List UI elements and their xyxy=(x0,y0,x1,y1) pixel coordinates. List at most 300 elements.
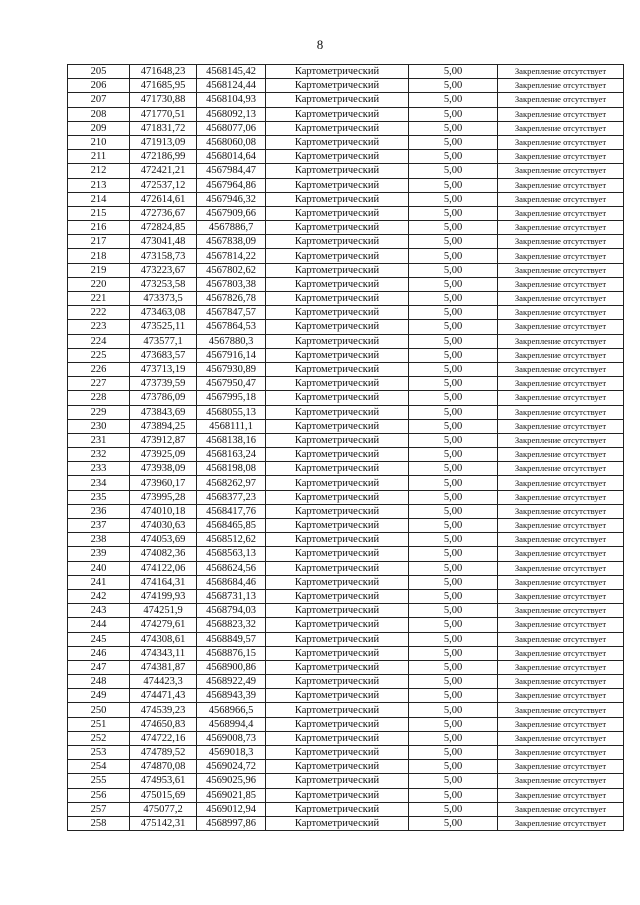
y-coordinate-cell: 4568198,08 xyxy=(197,462,266,476)
accuracy-cell: 5,00 xyxy=(409,93,498,107)
method-cell: Картометрический xyxy=(266,589,409,603)
fixing-description-cell: Закрепление отсутствует xyxy=(498,632,624,646)
y-coordinate-cell: 4567964,86 xyxy=(197,178,266,192)
y-coordinate-cell: 4567886,7 xyxy=(197,221,266,235)
point-number-cell: 234 xyxy=(68,476,130,490)
table-row xyxy=(68,746,624,760)
method-cell: Картометрический xyxy=(266,263,409,277)
accuracy-cell: 5,00 xyxy=(409,731,498,745)
table-row xyxy=(68,689,624,703)
method-cell: Картометрический xyxy=(266,433,409,447)
table-row xyxy=(68,93,624,107)
accuracy-cell: 5,00 xyxy=(409,561,498,575)
table-row xyxy=(68,178,624,192)
fixing-description-cell: Закрепление отсутствует xyxy=(498,277,624,291)
fixing-description-cell: Закрепление отсутствует xyxy=(498,675,624,689)
method-cell: Картометрический xyxy=(266,107,409,121)
table-row xyxy=(68,660,624,674)
accuracy-cell: 5,00 xyxy=(409,660,498,674)
method-cell: Картометрический xyxy=(266,192,409,206)
point-number-cell: 255 xyxy=(68,774,130,788)
x-coordinate-cell: 471770,51 xyxy=(130,107,197,121)
accuracy-cell: 5,00 xyxy=(409,178,498,192)
fixing-description-cell: Закрепление отсутствует xyxy=(498,760,624,774)
method-cell: Картометрический xyxy=(266,802,409,816)
point-number-cell: 224 xyxy=(68,334,130,348)
table-row xyxy=(68,263,624,277)
table-row xyxy=(68,717,624,731)
point-number-cell: 240 xyxy=(68,561,130,575)
accuracy-cell: 5,00 xyxy=(409,760,498,774)
point-number-cell: 248 xyxy=(68,675,130,689)
accuracy-cell: 5,00 xyxy=(409,547,498,561)
method-cell: Картометрический xyxy=(266,774,409,788)
fixing-description-cell: Закрепление отсутствует xyxy=(498,533,624,547)
x-coordinate-cell: 472736,67 xyxy=(130,206,197,220)
x-coordinate-cell: 471831,72 xyxy=(130,121,197,135)
accuracy-cell: 5,00 xyxy=(409,391,498,405)
x-coordinate-cell: 471913,09 xyxy=(130,135,197,149)
fixing-description-cell: Закрепление отсутствует xyxy=(498,178,624,192)
fixing-description-cell: Закрепление отсутствует xyxy=(498,618,624,632)
x-coordinate-cell: 471648,23 xyxy=(130,65,197,79)
fixing-description-cell: Закрепление отсутствует xyxy=(498,235,624,249)
y-coordinate-cell: 4568138,16 xyxy=(197,433,266,447)
table-row xyxy=(68,377,624,391)
table-row xyxy=(68,405,624,419)
accuracy-cell: 5,00 xyxy=(409,320,498,334)
accuracy-cell: 5,00 xyxy=(409,292,498,306)
fixing-description-cell: Закрепление отсутствует xyxy=(498,405,624,419)
table-row xyxy=(68,164,624,178)
x-coordinate-cell: 474053,69 xyxy=(130,533,197,547)
accuracy-cell: 5,00 xyxy=(409,405,498,419)
accuracy-cell: 5,00 xyxy=(409,504,498,518)
accuracy-cell: 5,00 xyxy=(409,774,498,788)
accuracy-cell: 5,00 xyxy=(409,263,498,277)
point-number-cell: 247 xyxy=(68,660,130,674)
table-row xyxy=(68,816,624,830)
x-coordinate-cell: 473713,19 xyxy=(130,362,197,376)
point-number-cell: 229 xyxy=(68,405,130,419)
fixing-description-cell: Закрепление отсутствует xyxy=(498,263,624,277)
accuracy-cell: 5,00 xyxy=(409,646,498,660)
x-coordinate-cell: 473041,48 xyxy=(130,235,197,249)
table-row xyxy=(68,632,624,646)
x-coordinate-cell: 473912,87 xyxy=(130,433,197,447)
y-coordinate-cell: 4567984,47 xyxy=(197,164,266,178)
method-cell: Картометрический xyxy=(266,405,409,419)
fixing-description-cell: Закрепление отсутствует xyxy=(498,362,624,376)
fixing-description-cell: Закрепление отсутствует xyxy=(498,448,624,462)
x-coordinate-cell: 474650,83 xyxy=(130,717,197,731)
fixing-description-cell: Закрепление отсутствует xyxy=(498,320,624,334)
table-row xyxy=(68,760,624,774)
method-cell: Картометрический xyxy=(266,462,409,476)
fixing-description-cell: Закрепление отсутствует xyxy=(498,292,624,306)
point-number-cell: 210 xyxy=(68,135,130,149)
x-coordinate-cell: 473373,5 xyxy=(130,292,197,306)
y-coordinate-cell: 4568124,44 xyxy=(197,79,266,93)
fixing-description-cell: Закрепление отсутствует xyxy=(498,65,624,79)
fixing-description-cell: Закрепление отсутствует xyxy=(498,391,624,405)
accuracy-cell: 5,00 xyxy=(409,802,498,816)
x-coordinate-cell: 474870,08 xyxy=(130,760,197,774)
method-cell: Картометрический xyxy=(266,689,409,703)
accuracy-cell: 5,00 xyxy=(409,490,498,504)
fixing-description-cell: Закрепление отсутствует xyxy=(498,476,624,490)
table-row xyxy=(68,320,624,334)
fixing-description-cell: Закрепление отсутствует xyxy=(498,717,624,731)
x-coordinate-cell: 473925,09 xyxy=(130,448,197,462)
y-coordinate-cell: 4567847,57 xyxy=(197,306,266,320)
fixing-description-cell: Закрепление отсутствует xyxy=(498,703,624,717)
table-row xyxy=(68,235,624,249)
x-coordinate-cell: 474122,06 xyxy=(130,561,197,575)
table-row xyxy=(68,277,624,291)
x-coordinate-cell: 472537,12 xyxy=(130,178,197,192)
accuracy-cell: 5,00 xyxy=(409,703,498,717)
method-cell: Картометрический xyxy=(266,717,409,731)
fixing-description-cell: Закрепление отсутствует xyxy=(498,731,624,745)
accuracy-cell: 5,00 xyxy=(409,150,498,164)
y-coordinate-cell: 4568512,62 xyxy=(197,533,266,547)
method-cell: Картометрический xyxy=(266,306,409,320)
method-cell: Картометрический xyxy=(266,632,409,646)
point-number-cell: 226 xyxy=(68,362,130,376)
fixing-description-cell: Закрепление отсутствует xyxy=(498,689,624,703)
y-coordinate-cell: 4567950,47 xyxy=(197,377,266,391)
y-coordinate-cell: 4568997,86 xyxy=(197,816,266,830)
table-row xyxy=(68,703,624,717)
fixing-description-cell: Закрепление отсутствует xyxy=(498,79,624,93)
method-cell: Картометрический xyxy=(266,221,409,235)
method-cell: Картометрический xyxy=(266,249,409,263)
point-number-cell: 230 xyxy=(68,419,130,433)
y-coordinate-cell: 4567995,18 xyxy=(197,391,266,405)
method-cell: Картометрический xyxy=(266,377,409,391)
point-number-cell: 237 xyxy=(68,519,130,533)
point-number-cell: 243 xyxy=(68,604,130,618)
table-row xyxy=(68,306,624,320)
table-row xyxy=(68,348,624,362)
accuracy-cell: 5,00 xyxy=(409,604,498,618)
fixing-description-cell: Закрепление отсутствует xyxy=(498,419,624,433)
fixing-description-cell: Закрепление отсутствует xyxy=(498,660,624,674)
point-number-cell: 250 xyxy=(68,703,130,717)
point-number-cell: 253 xyxy=(68,746,130,760)
accuracy-cell: 5,00 xyxy=(409,79,498,93)
method-cell: Картометрический xyxy=(266,277,409,291)
table-row xyxy=(68,107,624,121)
method-cell: Картометрический xyxy=(266,476,409,490)
y-coordinate-cell: 4568876,15 xyxy=(197,646,266,660)
accuracy-cell: 5,00 xyxy=(409,221,498,235)
accuracy-cell: 5,00 xyxy=(409,476,498,490)
point-number-cell: 220 xyxy=(68,277,130,291)
point-number-cell: 218 xyxy=(68,249,130,263)
y-coordinate-cell: 4568684,46 xyxy=(197,575,266,589)
accuracy-cell: 5,00 xyxy=(409,632,498,646)
accuracy-cell: 5,00 xyxy=(409,519,498,533)
fixing-description-cell: Закрепление отсутствует xyxy=(498,589,624,603)
table-row xyxy=(68,490,624,504)
point-number-cell: 207 xyxy=(68,93,130,107)
fixing-description-cell: Закрепление отсутствует xyxy=(498,575,624,589)
x-coordinate-cell: 475142,31 xyxy=(130,816,197,830)
x-coordinate-cell: 472614,61 xyxy=(130,192,197,206)
table-row xyxy=(68,462,624,476)
method-cell: Картометрический xyxy=(266,292,409,306)
fixing-description-cell: Закрепление отсутствует xyxy=(498,504,624,518)
y-coordinate-cell: 4567864,53 xyxy=(197,320,266,334)
method-cell: Картометрический xyxy=(266,746,409,760)
method-cell: Картометрический xyxy=(266,519,409,533)
accuracy-cell: 5,00 xyxy=(409,362,498,376)
y-coordinate-cell: 4568966,5 xyxy=(197,703,266,717)
method-cell: Картометрический xyxy=(266,320,409,334)
fixing-description-cell: Закрепление отсутствует xyxy=(498,490,624,504)
table-row xyxy=(68,533,624,547)
point-number-cell: 222 xyxy=(68,306,130,320)
fixing-description-cell: Закрепление отсутствует xyxy=(498,561,624,575)
fixing-description-cell: Закрепление отсутствует xyxy=(498,107,624,121)
accuracy-cell: 5,00 xyxy=(409,334,498,348)
accuracy-cell: 5,00 xyxy=(409,277,498,291)
fixing-description-cell: Закрепление отсутствует xyxy=(498,646,624,660)
point-number-cell: 214 xyxy=(68,192,130,206)
accuracy-cell: 5,00 xyxy=(409,462,498,476)
y-coordinate-cell: 4567880,3 xyxy=(197,334,266,348)
point-number-cell: 219 xyxy=(68,263,130,277)
method-cell: Картометрический xyxy=(266,164,409,178)
fixing-description-cell: Закрепление отсутствует xyxy=(498,462,624,476)
table-row xyxy=(68,206,624,220)
method-cell: Картометрический xyxy=(266,504,409,518)
point-number-cell: 245 xyxy=(68,632,130,646)
method-cell: Картометрический xyxy=(266,675,409,689)
x-coordinate-cell: 472186,99 xyxy=(130,150,197,164)
fixing-description-cell: Закрепление отсутствует xyxy=(498,816,624,830)
point-number-cell: 205 xyxy=(68,65,130,79)
table-row xyxy=(68,65,624,79)
y-coordinate-cell: 4568262,97 xyxy=(197,476,266,490)
y-coordinate-cell: 4568624,56 xyxy=(197,561,266,575)
y-coordinate-cell: 4568823,32 xyxy=(197,618,266,632)
method-cell: Картометрический xyxy=(266,348,409,362)
x-coordinate-cell: 474199,93 xyxy=(130,589,197,603)
point-number-cell: 241 xyxy=(68,575,130,589)
method-cell: Картометрический xyxy=(266,760,409,774)
x-coordinate-cell: 471730,88 xyxy=(130,93,197,107)
method-cell: Картометрический xyxy=(266,391,409,405)
method-cell: Картометрический xyxy=(266,121,409,135)
x-coordinate-cell: 473894,25 xyxy=(130,419,197,433)
y-coordinate-cell: 4569018,3 xyxy=(197,746,266,760)
accuracy-cell: 5,00 xyxy=(409,206,498,220)
table-row xyxy=(68,121,624,135)
table-row xyxy=(68,433,624,447)
point-number-cell: 254 xyxy=(68,760,130,774)
x-coordinate-cell: 473463,08 xyxy=(130,306,197,320)
point-number-cell: 228 xyxy=(68,391,130,405)
accuracy-cell: 5,00 xyxy=(409,589,498,603)
accuracy-cell: 5,00 xyxy=(409,419,498,433)
x-coordinate-cell: 472824,85 xyxy=(130,221,197,235)
point-number-cell: 249 xyxy=(68,689,130,703)
x-coordinate-cell: 473938,09 xyxy=(130,462,197,476)
fixing-description-cell: Закрепление отсутствует xyxy=(498,334,624,348)
fixing-description-cell: Закрепление отсутствует xyxy=(498,221,624,235)
method-cell: Картометрический xyxy=(266,575,409,589)
x-coordinate-cell: 472421,21 xyxy=(130,164,197,178)
y-coordinate-cell: 4567909,66 xyxy=(197,206,266,220)
y-coordinate-cell: 4569012,94 xyxy=(197,802,266,816)
fixing-description-cell: Закрепление отсутствует xyxy=(498,192,624,206)
table-row xyxy=(68,519,624,533)
method-cell: Картометрический xyxy=(266,334,409,348)
accuracy-cell: 5,00 xyxy=(409,816,498,830)
fixing-description-cell: Закрепление отсутствует xyxy=(498,135,624,149)
x-coordinate-cell: 474343,11 xyxy=(130,646,197,660)
y-coordinate-cell: 4568943,39 xyxy=(197,689,266,703)
coordinates-table-body xyxy=(68,65,624,831)
y-coordinate-cell: 4568092,13 xyxy=(197,107,266,121)
x-coordinate-cell: 473223,67 xyxy=(130,263,197,277)
point-number-cell: 213 xyxy=(68,178,130,192)
x-coordinate-cell: 475015,69 xyxy=(130,788,197,802)
x-coordinate-cell: 474030,63 xyxy=(130,519,197,533)
x-coordinate-cell: 474722,16 xyxy=(130,731,197,745)
x-coordinate-cell: 474539,23 xyxy=(130,703,197,717)
point-number-cell: 232 xyxy=(68,448,130,462)
point-number-cell: 239 xyxy=(68,547,130,561)
point-number-cell: 252 xyxy=(68,731,130,745)
accuracy-cell: 5,00 xyxy=(409,675,498,689)
y-coordinate-cell: 4568922,49 xyxy=(197,675,266,689)
y-coordinate-cell: 4567930,89 xyxy=(197,362,266,376)
table-row xyxy=(68,788,624,802)
x-coordinate-cell: 473995,28 xyxy=(130,490,197,504)
x-coordinate-cell: 473525,11 xyxy=(130,320,197,334)
accuracy-cell: 5,00 xyxy=(409,121,498,135)
y-coordinate-cell: 4568794,03 xyxy=(197,604,266,618)
x-coordinate-cell: 471685,95 xyxy=(130,79,197,93)
y-coordinate-cell: 4568055,13 xyxy=(197,405,266,419)
table-row xyxy=(68,561,624,575)
point-number-cell: 233 xyxy=(68,462,130,476)
x-coordinate-cell: 473786,09 xyxy=(130,391,197,405)
y-coordinate-cell: 4569008,73 xyxy=(197,731,266,745)
point-number-cell: 246 xyxy=(68,646,130,660)
x-coordinate-cell: 473960,17 xyxy=(130,476,197,490)
method-cell: Картометрический xyxy=(266,235,409,249)
table-row xyxy=(68,731,624,745)
y-coordinate-cell: 4568849,57 xyxy=(197,632,266,646)
y-coordinate-cell: 4569025,96 xyxy=(197,774,266,788)
accuracy-cell: 5,00 xyxy=(409,65,498,79)
accuracy-cell: 5,00 xyxy=(409,788,498,802)
method-cell: Картометрический xyxy=(266,533,409,547)
fixing-description-cell: Закрепление отсутствует xyxy=(498,306,624,320)
table-row xyxy=(68,391,624,405)
accuracy-cell: 5,00 xyxy=(409,249,498,263)
y-coordinate-cell: 4567803,38 xyxy=(197,277,266,291)
table-row xyxy=(68,192,624,206)
method-cell: Картометрический xyxy=(266,703,409,717)
accuracy-cell: 5,00 xyxy=(409,746,498,760)
y-coordinate-cell: 4568900,86 xyxy=(197,660,266,674)
fixing-description-cell: Закрепление отсутствует xyxy=(498,206,624,220)
table-row xyxy=(68,419,624,433)
table-row xyxy=(68,646,624,660)
table-row xyxy=(68,249,624,263)
method-cell: Картометрический xyxy=(266,362,409,376)
x-coordinate-cell: 474953,61 xyxy=(130,774,197,788)
x-coordinate-cell: 473683,57 xyxy=(130,348,197,362)
point-number-cell: 251 xyxy=(68,717,130,731)
point-number-cell: 215 xyxy=(68,206,130,220)
fixing-description-cell: Закрепление отсутствует xyxy=(498,547,624,561)
x-coordinate-cell: 474381,87 xyxy=(130,660,197,674)
accuracy-cell: 5,00 xyxy=(409,717,498,731)
accuracy-cell: 5,00 xyxy=(409,575,498,589)
method-cell: Картометрический xyxy=(266,788,409,802)
point-number-cell: 208 xyxy=(68,107,130,121)
y-coordinate-cell: 4568377,23 xyxy=(197,490,266,504)
x-coordinate-cell: 473158,73 xyxy=(130,249,197,263)
y-coordinate-cell: 4567916,14 xyxy=(197,348,266,362)
table-row xyxy=(68,604,624,618)
accuracy-cell: 5,00 xyxy=(409,192,498,206)
method-cell: Картометрический xyxy=(266,618,409,632)
y-coordinate-cell: 4568014,64 xyxy=(197,150,266,164)
method-cell: Картометрический xyxy=(266,135,409,149)
fixing-description-cell: Закрепление отсутствует xyxy=(498,348,624,362)
point-number-cell: 206 xyxy=(68,79,130,93)
fixing-description-cell: Закрепление отсутствует xyxy=(498,377,624,391)
accuracy-cell: 5,00 xyxy=(409,107,498,121)
fixing-description-cell: Закрепление отсутствует xyxy=(498,519,624,533)
method-cell: Картометрический xyxy=(266,561,409,575)
method-cell: Картометрический xyxy=(266,93,409,107)
y-coordinate-cell: 4568111,1 xyxy=(197,419,266,433)
table-row xyxy=(68,362,624,376)
point-number-cell: 217 xyxy=(68,235,130,249)
accuracy-cell: 5,00 xyxy=(409,689,498,703)
y-coordinate-cell: 4568060,08 xyxy=(197,135,266,149)
point-number-cell: 231 xyxy=(68,433,130,447)
table-row xyxy=(68,618,624,632)
y-coordinate-cell: 4568145,42 xyxy=(197,65,266,79)
point-number-cell: 257 xyxy=(68,802,130,816)
point-number-cell: 211 xyxy=(68,150,130,164)
table-row xyxy=(68,802,624,816)
table-row xyxy=(68,448,624,462)
accuracy-cell: 5,00 xyxy=(409,533,498,547)
accuracy-cell: 5,00 xyxy=(409,235,498,249)
fixing-description-cell: Закрепление отсутствует xyxy=(498,604,624,618)
point-number-cell: 236 xyxy=(68,504,130,518)
y-coordinate-cell: 4568417,76 xyxy=(197,504,266,518)
point-number-cell: 256 xyxy=(68,788,130,802)
point-number-cell: 223 xyxy=(68,320,130,334)
fixing-description-cell: Закрепление отсутствует xyxy=(498,249,624,263)
fixing-description-cell: Закрепление отсутствует xyxy=(498,746,624,760)
table-row xyxy=(68,150,624,164)
y-coordinate-cell: 4569024,72 xyxy=(197,760,266,774)
table-row xyxy=(68,221,624,235)
